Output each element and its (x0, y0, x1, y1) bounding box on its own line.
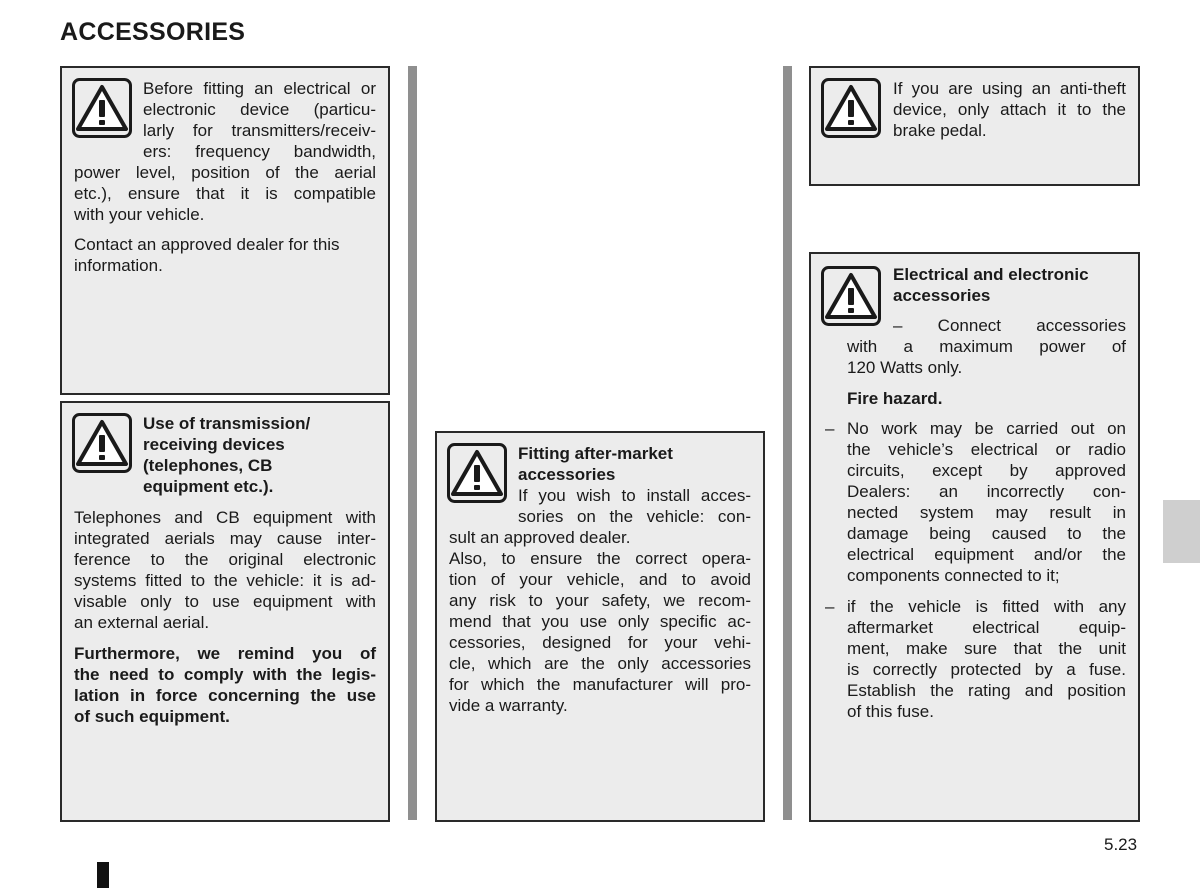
bold-text-line: lation in force concerning the use (74, 686, 376, 705)
heading-line: receiving devices (143, 435, 285, 454)
bold-text-line: of such equipment. (74, 707, 230, 726)
text-line: ers: frequency bandwidth, (143, 142, 376, 161)
text-line: visable only to use equipment with (74, 592, 376, 611)
warning-box-electrical-device (60, 66, 390, 395)
text-line: tion of your vehicle, and to avoid (449, 570, 751, 589)
bold-text-line: the need to comply with the legis- (74, 665, 376, 684)
text-line: sories on the vehicle: con- (518, 507, 751, 526)
text-line: vide a warranty. (449, 696, 568, 715)
warning-box-after-market-accessories (435, 431, 765, 822)
text-line: – Connect accessories (893, 316, 1126, 335)
text-line: etc.), ensure that it is compatible (74, 184, 376, 203)
text-line: components connected to it; (847, 566, 1060, 585)
fire-hazard-label: Fire hazard. (847, 389, 943, 408)
text-line: Establish the rating and position (847, 681, 1126, 700)
text-line: Contact an approved dealer for this (74, 235, 340, 254)
text-line: with a maximum power of (847, 337, 1126, 356)
text-line: sult an approved dealer. (449, 528, 631, 547)
heading-line: Use of transmission/ (143, 414, 311, 433)
warning-box-electrical-electronic-accessories (809, 252, 1140, 822)
text-line: systems fitted to the vehicle: it is ad- (74, 571, 376, 590)
bullet-dash: – (825, 597, 835, 616)
text-line: cessories, designed for your vehi- (449, 633, 751, 652)
text-line: if the vehicle is fitted with any (847, 597, 1126, 616)
text-line: Dealers: an incorrectly con- (847, 482, 1126, 501)
warning-box-anti-theft (809, 66, 1140, 186)
heading-line: accessories (518, 465, 616, 484)
text-line: electronic device (particu- (143, 100, 376, 119)
text-line: Also, to ensure the correct opera- (449, 549, 751, 568)
bold-text-line: Furthermore, we remind you of (74, 644, 376, 663)
warning-triangle-icon (72, 78, 132, 138)
text-line: an external aerial. (74, 613, 210, 632)
text-line: If you wish to install acces- (518, 486, 751, 505)
text-line: aftermarket electrical equip- (847, 618, 1126, 637)
text-line: mend that you use only specific ac- (449, 612, 751, 631)
text-line: If you are using an anti-theft (893, 79, 1126, 98)
section-tab-marker (1163, 500, 1200, 563)
bullet-dash: – (825, 419, 835, 438)
page-title: ACCESSORIES (60, 18, 246, 46)
heading-line: (telephones, CB (143, 456, 273, 475)
text-line: electrical equipment and/or the (847, 545, 1126, 564)
text-line: damage being caused to the (847, 524, 1126, 543)
crop-mark (97, 862, 109, 888)
column-separator-left (408, 66, 417, 820)
text-line: cle, which are the only accessories (449, 654, 751, 673)
text-line: integrated aerials may cause inter- (74, 529, 376, 548)
warning-box-transmission-devices (60, 401, 390, 822)
warning-triangle-icon (821, 266, 881, 326)
text-line: the vehicle’s electrical or radio (847, 440, 1126, 459)
column-separator-right (783, 66, 792, 820)
warning-triangle-icon (72, 413, 132, 473)
warning-triangle-icon (821, 78, 881, 138)
text-line: for which the manufacturer will pro- (449, 675, 751, 694)
text-line: No work may be carried out on (847, 419, 1126, 438)
text-line: of this fuse. (847, 702, 934, 721)
text-line: information. (74, 256, 163, 275)
warning-triangle-icon (447, 443, 507, 503)
text-line: nected system may result in (847, 503, 1126, 522)
heading-line: Fitting after-market (518, 444, 673, 463)
text-line: power level, position of the aerial (74, 163, 376, 182)
heading-line: Electrical and electronic (893, 265, 1089, 284)
page-number: 5.23 (1104, 835, 1138, 854)
heading-line: accessories (893, 286, 991, 305)
text-line: Before fitting an electrical or (143, 79, 376, 98)
text-line: any risk to your safety, we recom- (449, 591, 751, 610)
text-line: ference to the original electronic (74, 550, 376, 569)
text-line: larly for transmitters/receiv- (143, 121, 376, 140)
text-line: circuits, except by approved (847, 461, 1126, 480)
text-line: 120 Watts only. (847, 358, 963, 377)
text-line: is correctly protected by a fuse. (847, 660, 1126, 679)
text-line: brake pedal. (893, 121, 987, 140)
text-line: device, only attach it to the (893, 100, 1126, 119)
heading-line: equipment etc.). (143, 477, 274, 496)
text-line: with your vehicle. (74, 205, 205, 224)
text-line: ment, make sure that the unit (847, 639, 1126, 658)
text-line: Telephones and CB equipment with (74, 508, 376, 527)
